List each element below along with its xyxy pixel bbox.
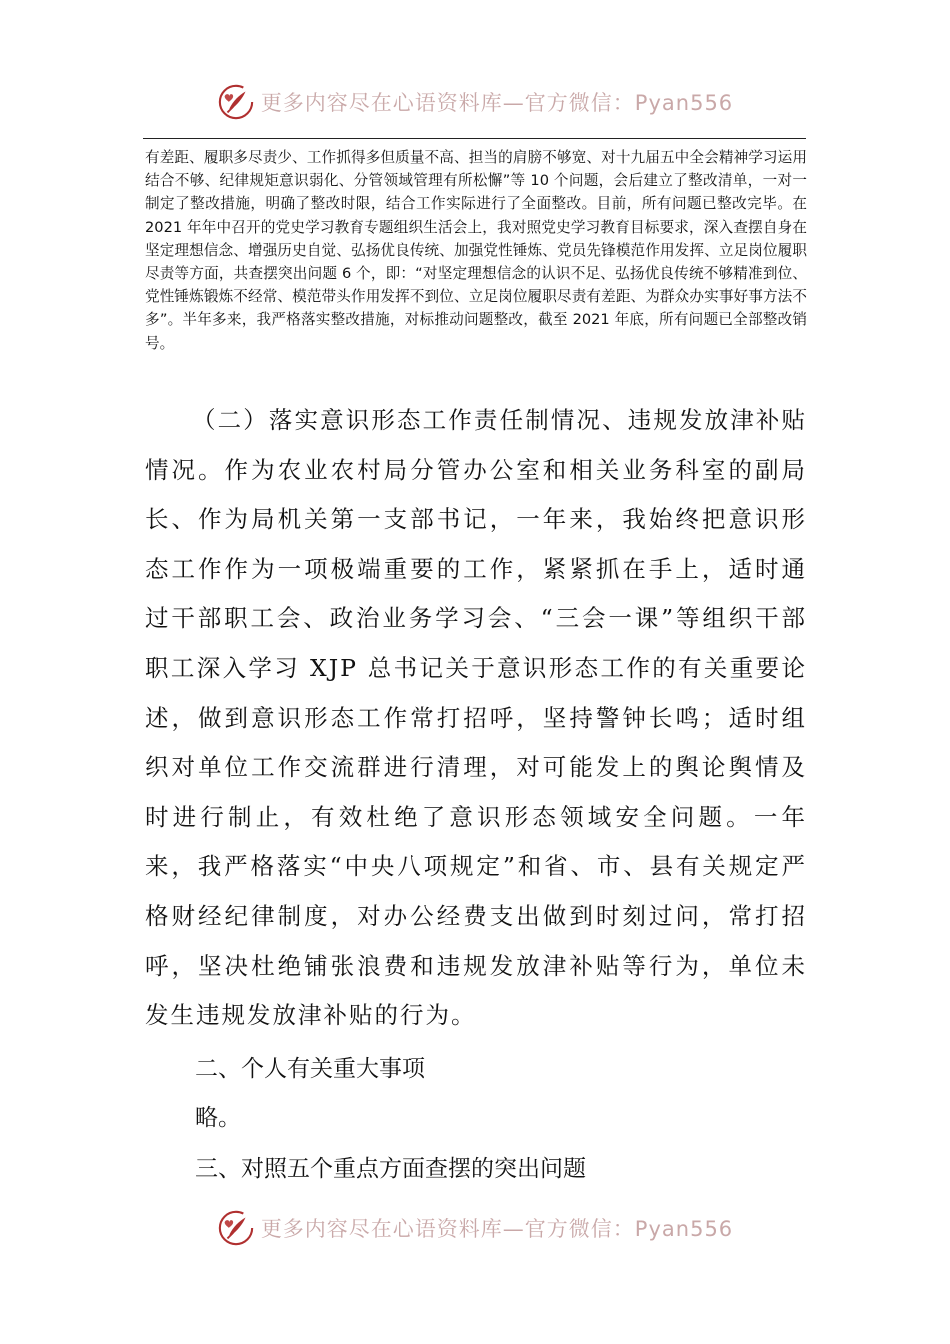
header-watermark-banner [0, 82, 950, 122]
personal-matters-content: 略。 [195, 1105, 241, 1131]
quill-heart-icon [217, 1209, 255, 1247]
footer-watermark-banner [0, 1208, 950, 1248]
watermark-text: 更多内容尽在心语资料库—官方微信：Pyan556 [260, 1217, 734, 1241]
heading-five-aspects: 三、对照五个重点方面查摆的突出问题 [195, 1156, 586, 1182]
heading-personal-matters: 二、个人有关重大事项 [195, 1056, 425, 1082]
continued-paragraph: 有差距、履职多尽责少、工作抓得多但质量不高、担当的肩膀不够宽、对十九届五中全会精神学习运用结合不够、纪律规矩意识弱化、分管领域管理有所松懈”等 10 个问题，会后建立了整改清单，一对一制定了整改措施，明确了整改时限，结合工作实际进行了全面整改。目前，所有问题已整改完毕。在 2021 年年中召开的党史学习教育专题组织生活会上，我对照党史学习教育目标要求，深入查摆自身在坚定理想信念、增强历史自觉、弘扬优良传统、加强党性锤炼、党员先锋模范作用发挥、立足岗位履职尽责等方面，共查摆突出问题 6 个，即：“对坚定理想信念的认识不足、弘扬优良传统不够精准到位、党性锤炼锻炼不经常、模范带头作用发挥不到位、立足岗位履职尽责有差距、为群众办实事好事方法不多”。半年多来，我严格落实整改措施，对标推动问题整改，截至 2021 年底，所有问题已全部整改销号。 [145, 149, 807, 352]
watermark-text: 更多内容尽在心语资料库—官方微信：Pyan556 [260, 91, 734, 115]
header-divider [143, 138, 806, 139]
section-two-paragraph: （二）落实意识形态工作责任制情况、违规发放津补贴情况。作为农业农村局分管办公室和相关业务科室的副局长、作为局机关第一支部书记，一年来，我始终把意识形态工作作为一项极端重要的工作，紧紧抓在手上，适时通过干部职工会、政治业务学习会、“三会一课”等组织干部职工深入学习 XJP 总书记关于意识形态工作的有关重要论述，做到意识形态工作常打招呼，坚持警钟长鸣；适时组织对单位工作交流群进行清理，对可能发上的舆论舆情及时进行制止，有效杜绝了意识形态领域安全问题。一年来，我严格落实“中央八项规定”和省、市、县有关规定严格财经纪律制度，对办公经费支出做到时刻过问，常打招呼，坚决杜绝铺张浪费和违规发放津补贴等行为，单位未发生违规发放津补贴的行为。 [145, 406, 807, 1030]
quill-heart-icon [217, 83, 255, 121]
